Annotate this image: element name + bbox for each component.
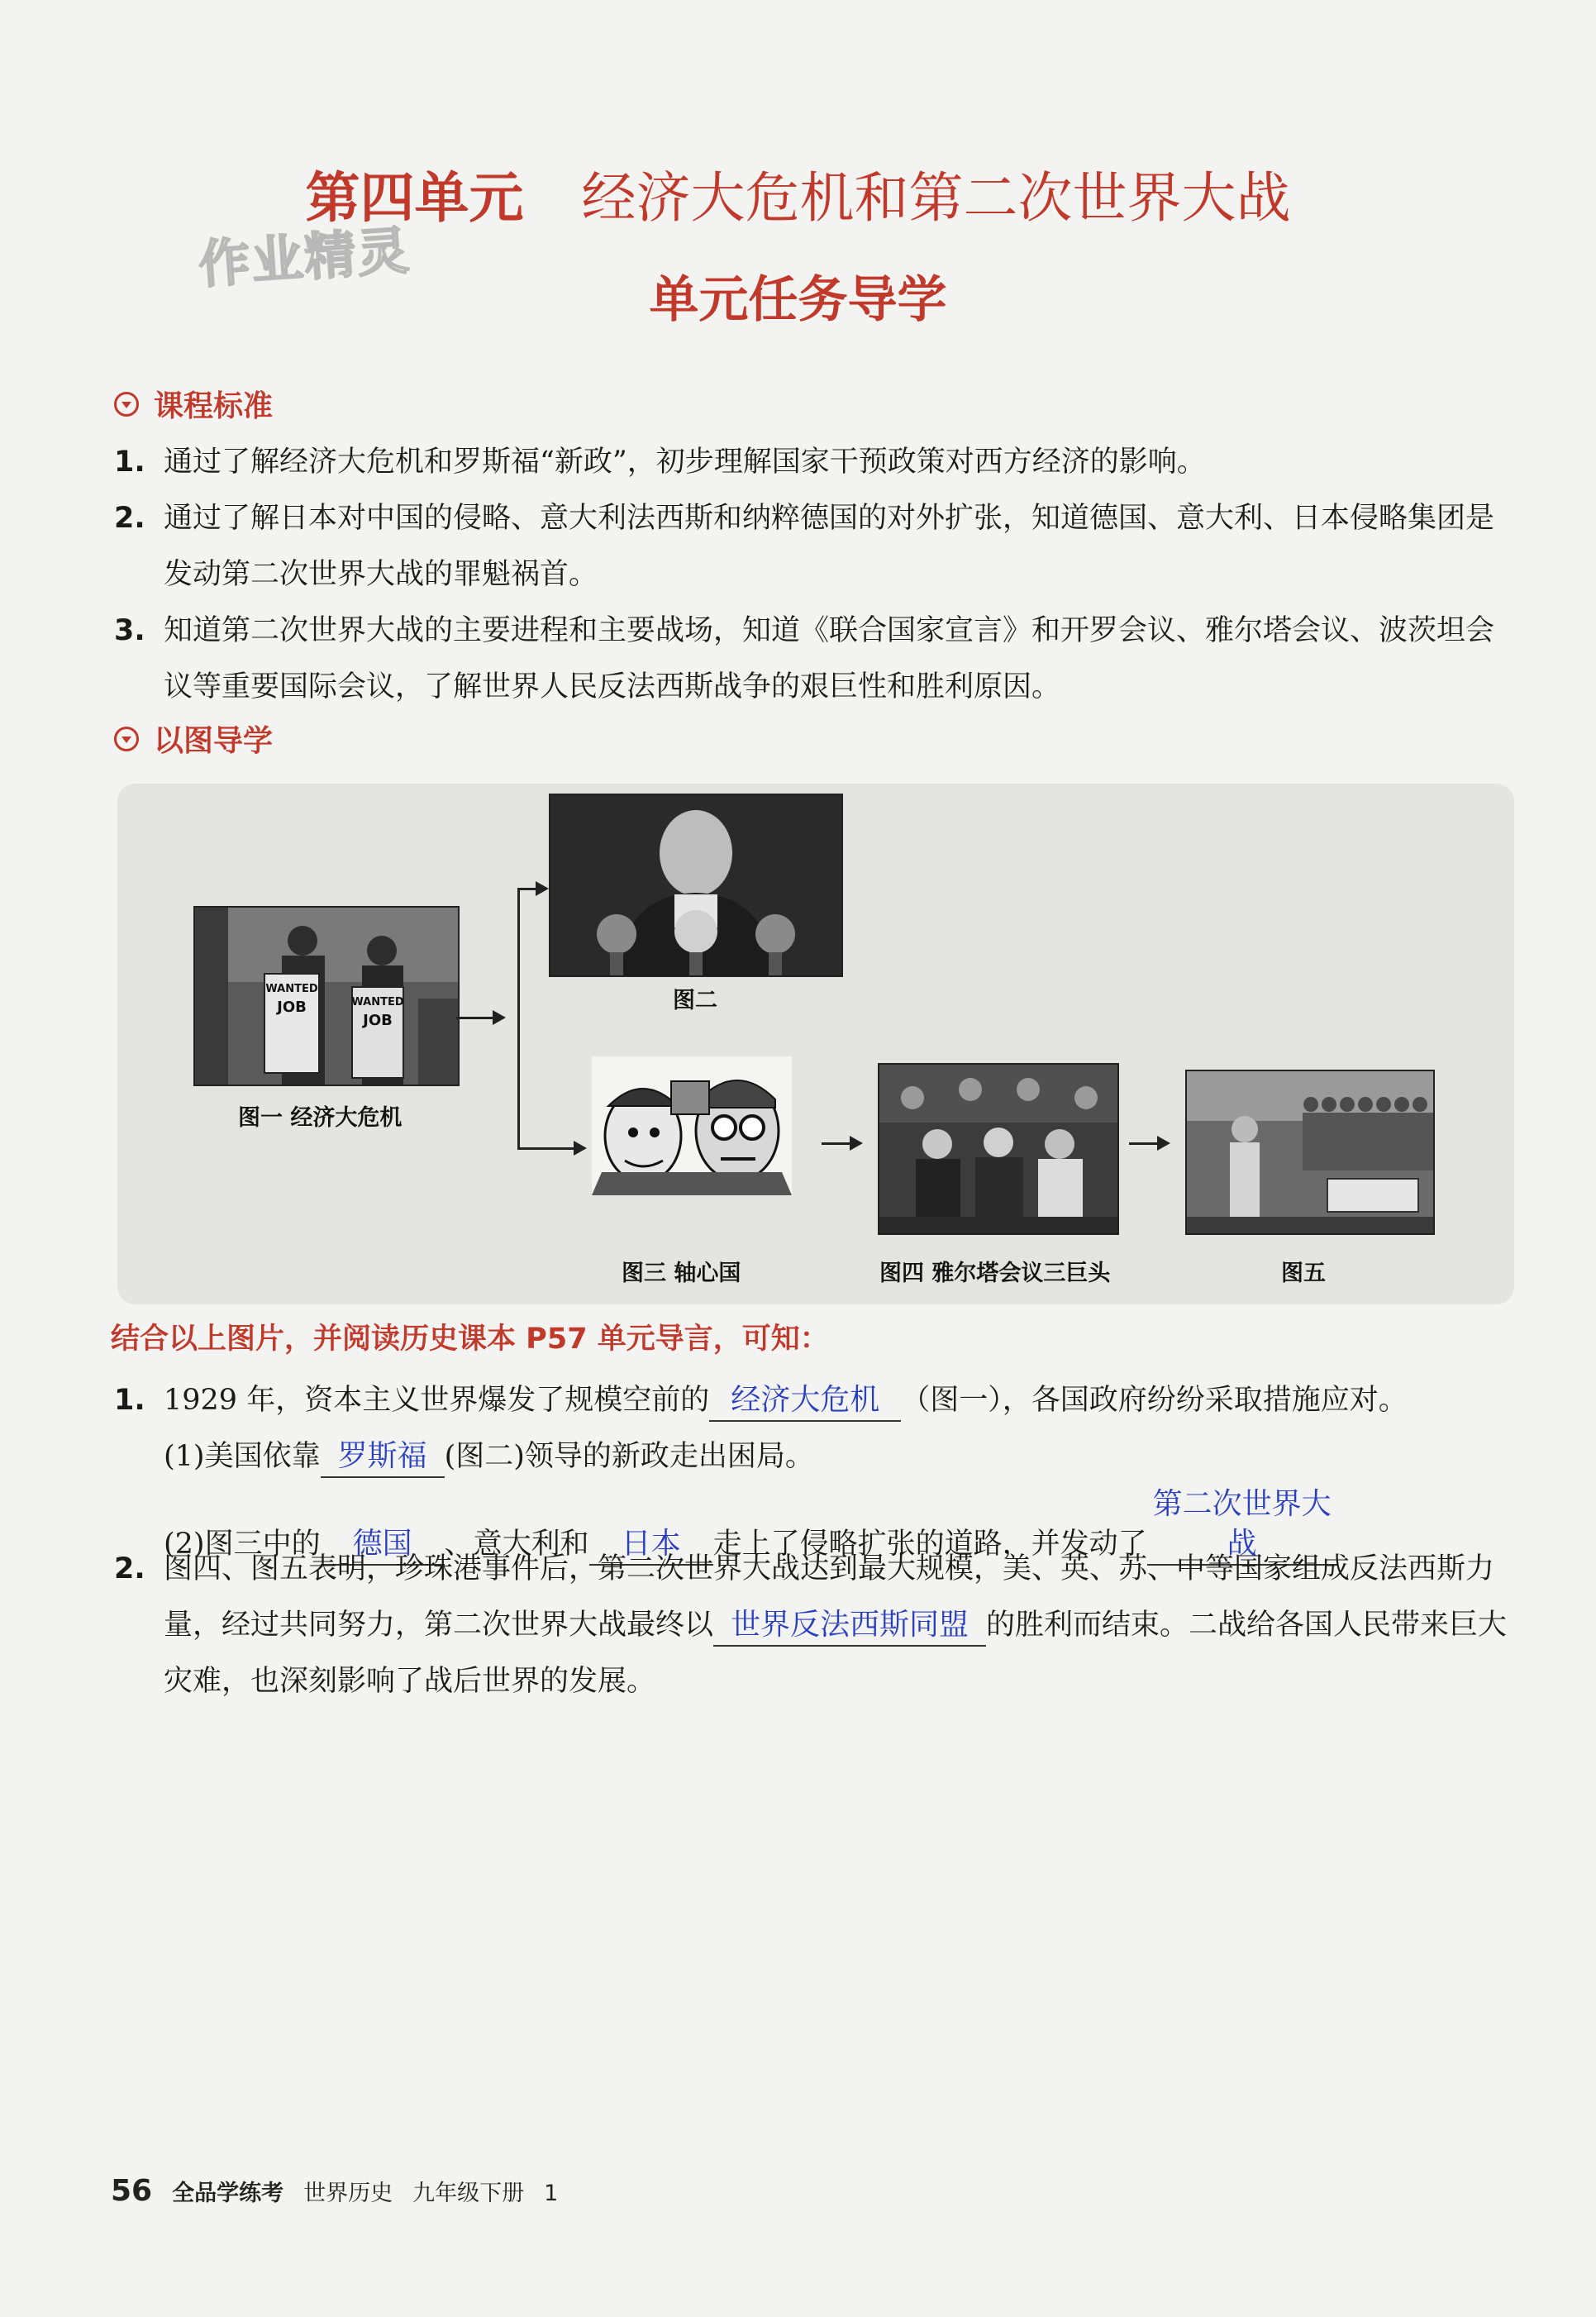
subject-name: 世界历史 — [303, 2181, 393, 2206]
text-segment: 走上了侵略扩张的道路，并发动了 — [712, 1528, 1147, 1561]
figure-3-caption: 图三 轴心国 — [622, 1261, 741, 1286]
curriculum-item — [114, 434, 1519, 490]
text-segment: （图一），各国政府纷纷采取措施应对。 — [901, 1384, 1408, 1417]
figure-1-caption: 图一 经济大危机 — [238, 1105, 403, 1131]
unit-number: 第四单元 — [305, 166, 524, 230]
sign-text: WANTED — [265, 983, 318, 995]
sign-text: JOB — [277, 999, 307, 1016]
connector-line — [517, 888, 537, 890]
text-segment: (1)美国依靠 — [164, 1440, 321, 1473]
text-segment: (图二)领导的新政走出困局。 — [444, 1440, 814, 1473]
item-number: 1. — [114, 1384, 145, 1417]
answer-blank[interactable]: 罗斯福 — [321, 1437, 445, 1478]
question-1 — [114, 1372, 1519, 1428]
figure-2-caption: 图二 — [673, 988, 717, 1013]
answer-blank[interactable]: 第二次世界大战 — [1147, 1485, 1337, 1566]
unit-name: 经济大危机和第二次世界大战 — [581, 166, 1291, 230]
section-bullet-icon — [114, 727, 139, 751]
item-text: 通过了解经济大危机和罗斯福“新政”，初步理解国家干预政策对西方经济的影响。 — [164, 446, 1206, 479]
curriculum-heading-label: 课程标准 — [154, 389, 274, 423]
item-text: 通过了解日本对中国的侵略、意大利法西斯和纳粹德国的对外扩张，知道德国、意大利、日本侵略集团是发动第二次世界大战的罪魁祸首。 — [164, 502, 1495, 591]
text-segment: 、意大利和 — [444, 1528, 589, 1561]
section-bullet-icon — [114, 392, 139, 417]
connector-line — [456, 1017, 494, 1019]
text-segment: 的胜利而结束。二战给各国人民带来巨大灾难，也深刻影响了战后世界的发展。 — [164, 1609, 1508, 1698]
arrow-right-icon — [574, 1141, 587, 1156]
answer-blank[interactable]: 德国 — [321, 1524, 445, 1566]
connector-line — [822, 1142, 851, 1145]
figure-4-photo — [878, 1063, 1119, 1235]
page-number: 56 — [111, 2174, 153, 2208]
question-2 — [114, 1541, 1519, 1709]
connector-line — [517, 1147, 575, 1150]
sign-text: WANTED — [351, 996, 404, 1008]
figure-3-illustration — [592, 1056, 792, 1195]
question-2-text — [164, 1541, 1519, 1709]
text-segment: 1929 年，资本主义世界爆发了规模空前的 — [164, 1384, 710, 1417]
grade-name: 九年级下册 — [412, 2181, 525, 2206]
arrow-right-icon — [493, 1010, 506, 1025]
arrow-right-icon — [850, 1136, 863, 1151]
arrow-right-icon — [1157, 1136, 1170, 1151]
sign-text: JOB — [363, 1012, 393, 1029]
item-number: 1. — [114, 446, 145, 479]
connector-line — [1129, 1142, 1159, 1145]
figures-heading — [114, 718, 273, 760]
answer-blank[interactable]: 经济大危机 — [709, 1380, 901, 1422]
book-name: 全品学练考 — [172, 2181, 284, 2206]
figure-4-caption: 图四 雅尔塔会议三巨头 — [879, 1261, 1111, 1286]
conclusion-heading: 结合以上图片，并阅读历史课本 P57 单元导言，可知： — [111, 1323, 829, 1356]
connector-line — [517, 888, 520, 1149]
curriculum-heading — [114, 383, 273, 425]
answer-blank[interactable]: 日本 — [589, 1524, 713, 1566]
page-footer — [111, 2174, 558, 2208]
item-text: 知道第二次世界大战的主要进程和主要战场，知道《联合国家宣言》和开罗会议、雅尔塔会议、波茨坦会议等重要国际会议，了解世界人民反法西斯战争的艰巨性和胜利原因。 — [164, 614, 1495, 703]
footer-mark: 1 — [544, 2181, 559, 2206]
item-number: 2. — [114, 502, 145, 535]
arrow-right-icon — [536, 881, 549, 896]
page-subtitle: 单元任务导学 — [649, 271, 947, 329]
text-segment: 图四、图五表明，珍珠港事件后，第二次世界大战达到最大规模，美、英、苏、中等国家组成反法西斯力量，经过共同努力，第二次世界大战最终以 — [164, 1552, 1495, 1642]
figure-1-photo — [193, 906, 460, 1086]
watermark: 作业精灵 — [197, 220, 412, 295]
item-number: 3. — [114, 614, 145, 647]
text-segment: (2)图三中的 — [164, 1528, 321, 1561]
unit-title — [0, 154, 1596, 232]
figure-5-caption: 图五 — [1281, 1261, 1326, 1286]
figure-panel — [117, 784, 1514, 1304]
item-number: 2. — [114, 1552, 145, 1585]
curriculum-item — [114, 490, 1519, 603]
question-1-text — [164, 1372, 1519, 1428]
answer-blank[interactable]: 世界反法西斯同盟 — [713, 1605, 986, 1647]
figure-2-photo — [549, 794, 843, 977]
figures-heading-label: 以图导学 — [154, 724, 274, 758]
curriculum-item — [114, 603, 1519, 715]
sub-question-text — [164, 1428, 1519, 1485]
question-1-sub-1 — [114, 1428, 1519, 1485]
figure-5-photo — [1185, 1070, 1435, 1235]
